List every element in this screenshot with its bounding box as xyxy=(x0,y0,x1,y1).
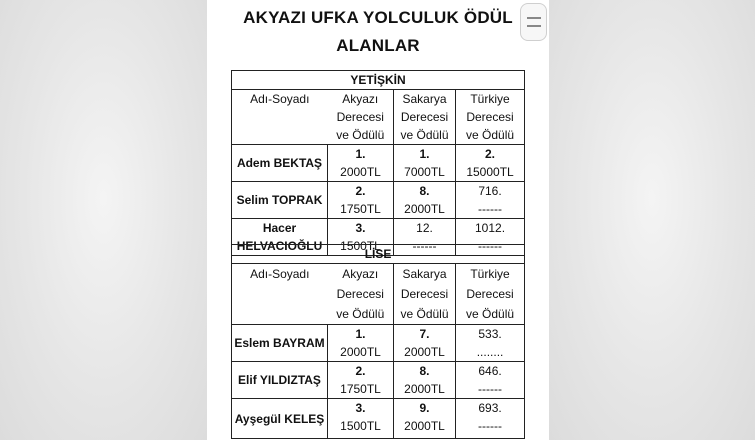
column-header-name: Adı-Soyadı xyxy=(232,90,328,145)
turkiye-result: 1012. ------ xyxy=(456,219,525,256)
participant-name: Hacer HELVACIOĞLU xyxy=(232,219,328,256)
sakarya-result: 7. 2000TL xyxy=(394,325,456,362)
participant-name: Eslem BAYRAM xyxy=(232,325,328,362)
akyazi-result: 2. 1750TL xyxy=(328,182,394,219)
participant-name: Adem BEKTAŞ xyxy=(232,145,328,182)
hamburger-menu-icon[interactable] xyxy=(520,3,547,41)
akyazi-result: 1. 2000TL xyxy=(328,145,394,182)
adult-award-table xyxy=(231,70,525,256)
blurred-background-left xyxy=(0,0,207,440)
akyazi-result: 2. 1750TL xyxy=(328,362,394,399)
page-title-line-2: ALANLAR xyxy=(336,36,420,55)
column-header-turkiye: Türkiye Derecesi ve Ödülü xyxy=(456,264,525,325)
section-title: YETİŞKİN xyxy=(232,71,525,90)
column-header-name: Adı-Soyadı xyxy=(232,264,328,325)
participant-name: Elif YILDIZTAŞ xyxy=(232,362,328,399)
turkiye-result: 693. ------ xyxy=(456,399,525,439)
column-header-sakarya: Sakarya Derecesi ve Ödülü xyxy=(394,90,456,145)
table-row xyxy=(232,399,525,439)
table-row xyxy=(232,182,525,219)
column-header-akyazi: Akyazı Derecesi ve Ödülü xyxy=(328,90,394,145)
turkiye-result: 2. 15000TL xyxy=(456,145,525,182)
table-row xyxy=(232,325,525,362)
highschool-award-table xyxy=(231,244,525,439)
sakarya-result: 12. ------ xyxy=(394,219,456,256)
blurred-background-right xyxy=(549,0,755,440)
table-row xyxy=(232,145,525,182)
participant-name: Ayşegül KELEŞ xyxy=(232,399,328,439)
turkiye-result: 533. ........ xyxy=(456,325,525,362)
akyazi-result: 3. 1500TL xyxy=(328,399,394,439)
sakarya-result: 1. 7000TL xyxy=(394,145,456,182)
turkiye-result: 716. ------ xyxy=(456,182,525,219)
akyazi-result: 1. 2000TL xyxy=(328,325,394,362)
column-header-akyazi: Akyazı Derecesi ve Ödülü xyxy=(328,264,394,325)
sakarya-result: 8. 2000TL xyxy=(394,182,456,219)
section-title: LİSE xyxy=(232,245,525,264)
table-row xyxy=(232,362,525,399)
akyazi-result: 3. 1500TL xyxy=(328,219,394,256)
turkiye-result: 646. ------ xyxy=(456,362,525,399)
column-header-turkiye: Türkiye Derecesi ve Ödülü xyxy=(456,90,525,145)
sakarya-result: 9. 2000TL xyxy=(394,399,456,439)
document-page xyxy=(207,0,549,440)
participant-name: Selim TOPRAK xyxy=(232,182,328,219)
column-header-sakarya: Sakarya Derecesi ve Ödülü xyxy=(394,264,456,325)
sakarya-result: 8. 2000TL xyxy=(394,362,456,399)
page-title-line-1: AKYAZI UFKA YOLCULUK ÖDÜL xyxy=(243,8,513,27)
